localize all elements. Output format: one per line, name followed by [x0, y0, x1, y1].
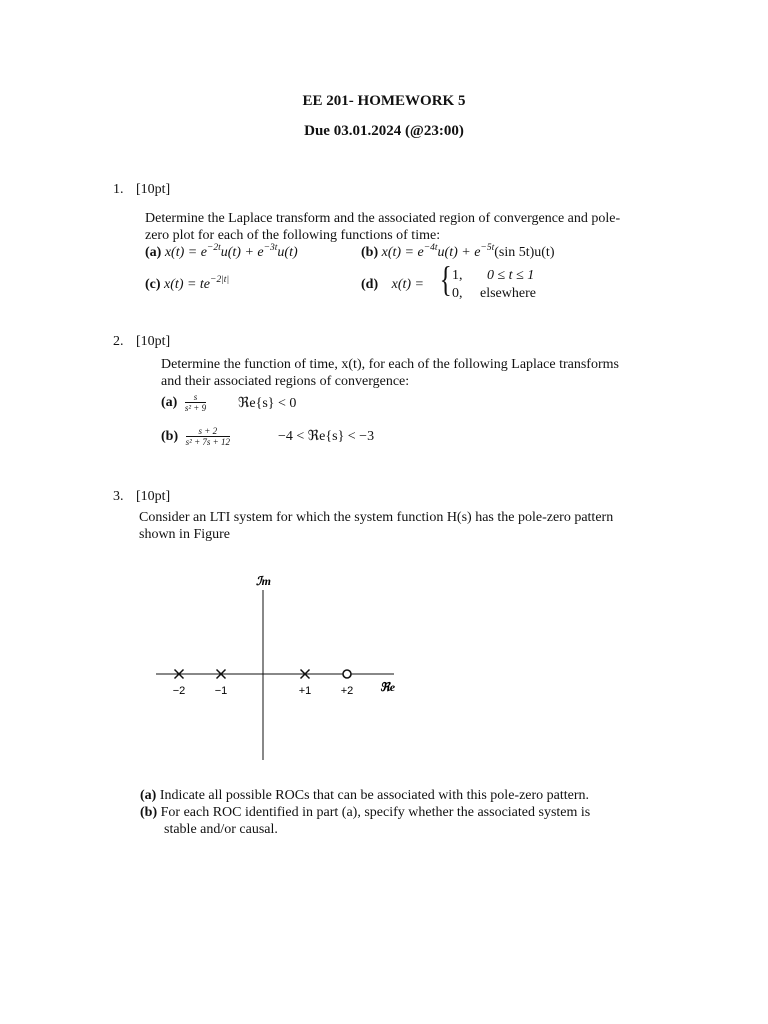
q1-a-exp1: −2t [206, 243, 221, 253]
q1-part-a [145, 244, 298, 261]
q1-a-exp2: −3t [263, 243, 278, 253]
q1-b-end: (sin 5t)u(t) [494, 245, 555, 260]
q3-b-label: (b) [140, 805, 158, 820]
q1-b-exp2: −5t [480, 243, 495, 253]
q2-instruction-line1: Determine the function of time, x(t), for each of the following Laplace transforms [161, 357, 619, 372]
q2-number: 2. [113, 334, 124, 349]
q1-d-case1-condition: 0 ≤ t ≤ 1 [487, 268, 535, 283]
q1-part-b [361, 244, 554, 261]
q1-points: [10pt] [136, 182, 171, 197]
q3-instruction-line2: shown in Figure [139, 527, 230, 542]
q1-instruction-line1: Determine the Laplace transform and the associated region of convergence and pole- [145, 211, 621, 226]
q2-b-fraction [186, 426, 230, 447]
pole-zero-plot [140, 570, 420, 770]
q1-d-case1-value: 1, [452, 268, 463, 283]
q1-a-label: (a) [145, 245, 162, 260]
q3-a-text: Indicate all possible ROCs that can be associated with this pole-zero pattern. [159, 788, 590, 803]
q1-b-mid: u(t) + e [437, 245, 481, 260]
q3-a-label: (a) [140, 788, 157, 803]
q2-a-denominator: s² + 9 [184, 403, 207, 413]
q2-a-fraction [185, 392, 206, 413]
q1-d-label: (d) [361, 277, 379, 292]
q3-part-b [140, 804, 590, 821]
q1-a-lhs: x(t) = e [164, 245, 207, 260]
q2-a-label: (a) [161, 395, 178, 410]
imaginary-axis-label: ℐm [256, 574, 271, 588]
q3-part-a [140, 787, 589, 804]
q2-points: [10pt] [136, 334, 171, 349]
real-axis-label: ℜe [380, 680, 396, 694]
q3-b-text-line2: stable and/or causal. [164, 822, 278, 837]
q2-b-roc: −4 < ℜe{s} < −3 [278, 429, 375, 444]
q1-number: 1. [113, 182, 124, 197]
q1-d-brace: { [439, 259, 452, 299]
tick-label: −1 [214, 685, 228, 697]
q2-b-numerator: s + 2 [186, 426, 230, 437]
q1-d-case2-value: 0, [452, 286, 463, 301]
q1-c-lhs: x(t) = te [164, 277, 211, 292]
q1-b-lhs: x(t) = e [381, 245, 424, 260]
q3-instruction-line1: Consider an LTI system for which the system function H(s) has the pole-zero pattern [139, 510, 614, 525]
page-title: EE 201- HOMEWORK 5 [302, 93, 466, 109]
q1-d-lhs: x(t) = [391, 277, 424, 292]
zero-marker [343, 670, 351, 678]
q3-points: [10pt] [136, 489, 171, 504]
q2-instruction-line2: and their associated regions of convergence: [161, 374, 410, 389]
q1-d-case2-condition: elsewhere [480, 286, 536, 301]
q3-b-text-line1: For each ROC identified in part (a), specify whether the associated system is [160, 805, 591, 820]
q2-part-b [161, 426, 230, 447]
q1-a-end: u(t) [277, 245, 298, 260]
q2-b-label: (b) [161, 429, 179, 444]
q1-part-d-label-group [361, 276, 424, 293]
q2-a-roc: ℜe{s} < 0 [238, 396, 297, 411]
q1-c-label: (c) [145, 277, 161, 292]
q1-b-label: (b) [361, 245, 379, 260]
q1-instruction-line2: zero plot for each of the following functions of time: [145, 228, 441, 243]
q2-part-a [161, 392, 206, 413]
q2-b-denominator: s² + 7s + 12 [185, 437, 230, 447]
q1-c-exp: −2|t| [210, 275, 230, 285]
q3-number: 3. [113, 489, 124, 504]
tick-label: +2 [340, 685, 354, 697]
q1-a-mid: u(t) + e [220, 245, 264, 260]
q2-a-numerator: s [185, 392, 206, 403]
q1-part-c [145, 276, 229, 293]
tick-label: −2 [172, 685, 186, 697]
tick-label: +1 [298, 685, 312, 697]
due-date: Due 03.01.2024 (@23:00) [304, 123, 464, 139]
q1-b-exp1: −4t [423, 243, 438, 253]
